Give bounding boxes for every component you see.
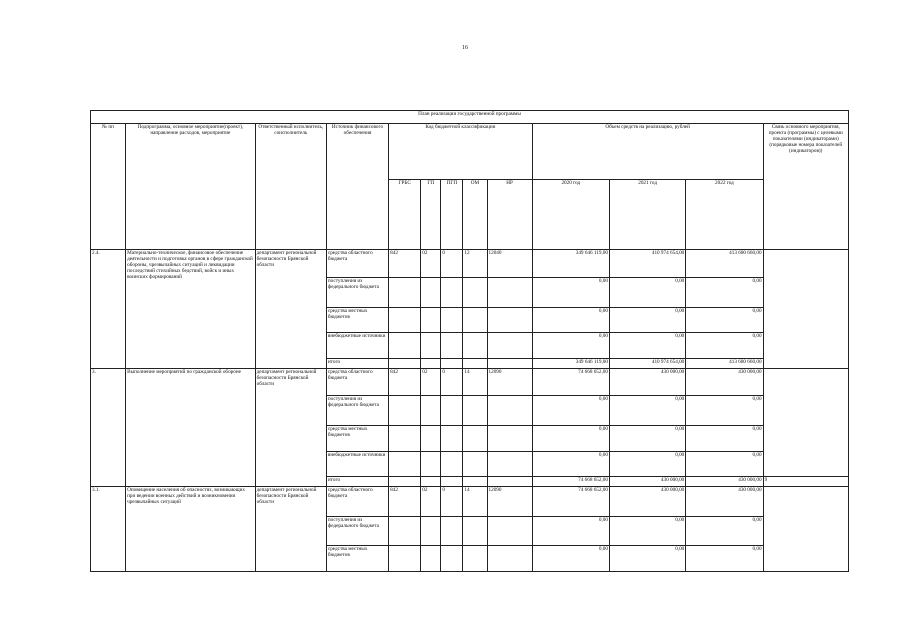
cell-nr: 12090 <box>487 368 532 396</box>
cell-2021: 0,00 <box>609 278 685 308</box>
cell-2022: 0,00 <box>686 546 763 572</box>
row-name: Оповещение населения об опасностях, возникающих при ведении военных действий и возникновении чрезвычайных ситуаций <box>126 486 256 571</box>
row-num: 3.1. <box>91 486 126 571</box>
source-federal: поступления из федерального бюджета <box>326 278 388 308</box>
cell-2022: 0,00 <box>686 333 763 359</box>
cell-2021: 0,00 <box>609 451 685 477</box>
header-om: ОМ <box>463 180 487 250</box>
cell-2020: 0,00 <box>532 516 609 546</box>
cell-gp: 02 <box>421 250 441 278</box>
cell-2021: 0,00 <box>609 546 685 572</box>
header-pgp: ПГП <box>441 180 463 250</box>
cell-2021: 0,00 <box>609 333 685 359</box>
cell-2020: 0,00 <box>532 396 609 426</box>
table-row <box>91 368 849 396</box>
cell-2021: 410 974 654,00 <box>609 359 685 369</box>
cell-2021: 430 000,00 <box>609 486 685 516</box>
cell-2020: 0,00 <box>532 278 609 308</box>
header-num: № пп <box>91 123 126 250</box>
cell-pgp: 0 <box>441 486 463 516</box>
cell-2020: 0,00 <box>532 546 609 572</box>
cell-2021: 430 000,00 <box>609 368 685 396</box>
source-regional: средства областного бюджета <box>326 250 388 278</box>
cell-pgp: 0 <box>441 250 463 278</box>
source-total: итого <box>326 477 388 487</box>
cell-nr: 12040 <box>487 250 532 278</box>
cell-2022: 0,00 <box>686 516 763 546</box>
cell-2022: 430 000,00 <box>686 477 763 487</box>
source-local: средства местных бюджетов <box>326 426 388 452</box>
table-row <box>91 250 849 278</box>
header-grbs: ГРБС <box>389 180 421 250</box>
cell-link <box>763 368 848 477</box>
header-2021: 2021 год <box>609 180 685 250</box>
cell-link: 9 <box>763 477 848 487</box>
cell-2021: 410 974 654,00 <box>609 250 685 278</box>
cell-2021: 0,00 <box>609 396 685 426</box>
cell-2020: 349 646 119,00 <box>532 359 609 369</box>
source-local: средства местных бюджетов <box>326 307 388 333</box>
header-volume: Объем средств на реализацию, рублей <box>532 123 763 179</box>
cell-2022: 0,00 <box>686 278 763 308</box>
source-extra: внебюджетные источники <box>326 333 388 359</box>
table-title: План реализации государственной программы <box>91 111 849 124</box>
cell-2022: 430 000,00 <box>686 486 763 516</box>
cell-grbs: 842 <box>389 250 421 278</box>
header-nr: НР <box>487 180 532 250</box>
row-responsible: департамент региональной безопасности Брянской области <box>255 368 326 486</box>
cell-grbs: 842 <box>389 486 421 516</box>
cell-om: 14 <box>463 486 487 516</box>
source-local: средства местных бюджетов <box>326 546 388 572</box>
header-responsible: Ответственный исполнитель, соисполнитель <box>255 123 326 250</box>
header-2020: 2020 год <box>532 180 609 250</box>
row-name: Материально-техническое, финансовое обеспечение деятельности и подготовка органов в сфере гражданской обороны, чрезвычайных ситуаций и ликвидации последствий стихийных бедствий, войск и иных воинских формирований <box>126 250 256 368</box>
cell-2022: 0,00 <box>686 396 763 426</box>
cell-2020: 0,00 <box>532 451 609 477</box>
implementation-plan-table <box>90 110 849 572</box>
row-responsible: департамент региональной безопасности Брянской области <box>255 486 326 571</box>
header-source: Источник финансового обеспечения <box>326 123 388 250</box>
table-row <box>91 486 849 516</box>
header-gp: ГП <box>421 180 441 250</box>
cell-2020: 74 668 652,00 <box>532 368 609 396</box>
cell-gp: 02 <box>421 486 441 516</box>
cell-2022: 0,00 <box>686 307 763 333</box>
source-total: итого <box>326 359 388 369</box>
cell-pgp: 0 <box>441 368 463 396</box>
row-name: Выполнение мероприятий по гражданской обороне <box>126 368 256 486</box>
cell-gp: 02 <box>421 368 441 396</box>
header-subprogram: Подпрограмма, основное мероприятие(проект), направление расходов, мероприятие <box>126 123 256 250</box>
cell-2021: 430 000,00 <box>609 477 685 487</box>
cell-2022: 413 680 660,00 <box>686 359 763 369</box>
source-federal: поступления из федерального бюджета <box>326 396 388 426</box>
header-budget-code: Код бюджетной классификации <box>389 123 533 179</box>
cell-2022: 430 000,00 <box>686 368 763 396</box>
row-responsible: департамент региональной безопасности Брянской области <box>255 250 326 368</box>
cell-2022: 413 680 660,00 <box>686 250 763 278</box>
row-num: 2.4. <box>91 250 126 368</box>
source-regional: средства областного бюджета <box>326 486 388 516</box>
cell-2022: 0,00 <box>686 426 763 452</box>
cell-2020: 74 668 652,00 <box>532 477 609 487</box>
cell-nr: 12090 <box>487 486 532 516</box>
cell-2020: 0,00 <box>532 307 609 333</box>
cell-2022: 0,00 <box>686 451 763 477</box>
header-2022: 2022 год <box>686 180 763 250</box>
page-number: 16 <box>462 45 468 51</box>
cell-link <box>763 486 848 571</box>
header-link: Связь основного мероприятия, проекта (программы) с целевыми показателями (индикаторами) (порядковые номера показателей (индикаторов)) <box>763 123 848 250</box>
cell-2020: 0,00 <box>532 333 609 359</box>
cell-grbs: 842 <box>389 368 421 396</box>
cell-om: 12 <box>463 250 487 278</box>
row-num: 3. <box>91 368 126 486</box>
cell-om: 14 <box>463 368 487 396</box>
cell-2020: 349 646 119,00 <box>532 250 609 278</box>
cell-2021: 0,00 <box>609 307 685 333</box>
cell-link <box>763 250 848 368</box>
source-extra: внебюджетные источники <box>326 451 388 477</box>
cell-2021: 0,00 <box>609 426 685 452</box>
cell-2020: 74 668 652,00 <box>532 486 609 516</box>
source-federal: поступления из федерального бюджета <box>326 516 388 546</box>
cell-2021: 0,00 <box>609 516 685 546</box>
source-regional: средства областного бюджета <box>326 368 388 396</box>
cell-2020: 0,00 <box>532 426 609 452</box>
